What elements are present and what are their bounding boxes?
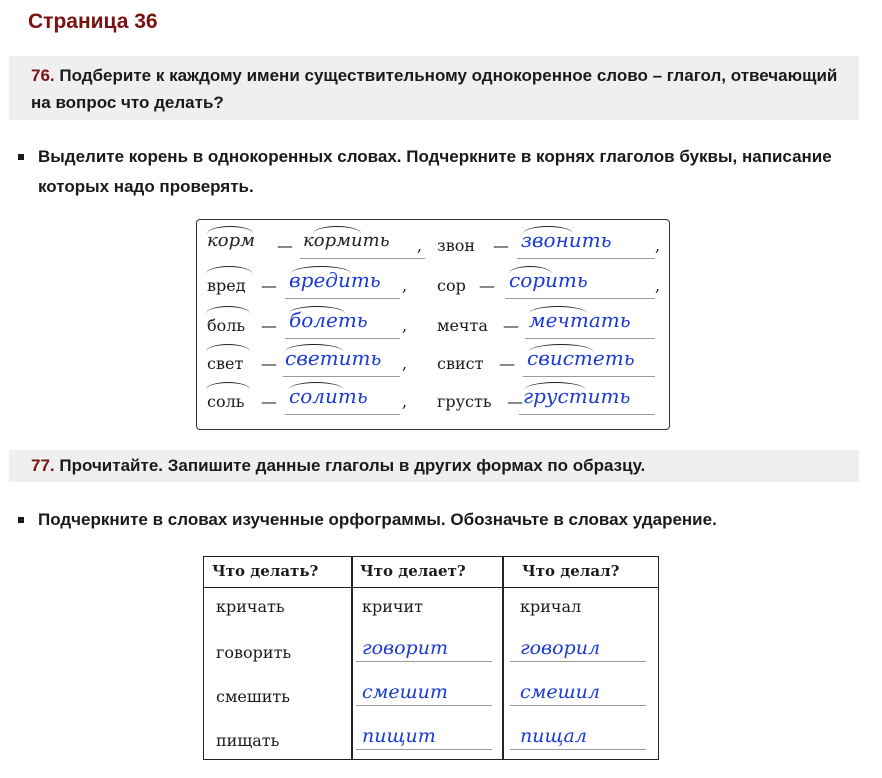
- task-77-text: Прочитайте. Запишите данные глаголы в других формах по образцу.: [59, 456, 646, 475]
- pair-row: [437, 228, 665, 266]
- writing-line: [356, 705, 492, 706]
- table-cell: смешить: [216, 687, 290, 706]
- verb-word: мечтать: [529, 308, 631, 332]
- table-cell: говорит: [362, 637, 448, 659]
- dash: —: [261, 354, 277, 373]
- noun-word: соль: [207, 392, 245, 411]
- writing-line: [519, 414, 655, 415]
- table-cell: говорить: [216, 643, 292, 662]
- pair-row: [205, 346, 430, 384]
- comma: ,: [402, 316, 408, 335]
- pair-row: [205, 268, 430, 306]
- writing-line: [356, 661, 492, 662]
- comma: ,: [402, 354, 408, 373]
- table-cell: пищать: [216, 731, 280, 750]
- dash: —: [503, 316, 519, 335]
- verb-word: звонить: [521, 228, 612, 252]
- table-cell: кричать: [216, 597, 285, 616]
- comma: ,: [402, 276, 408, 295]
- dash: —: [479, 276, 495, 295]
- dash: —: [493, 236, 509, 255]
- writing-line: [510, 749, 646, 750]
- writing-line: [525, 338, 655, 339]
- exercise-76-box: [196, 219, 670, 430]
- task-77-instruction-text: Подчеркните в словах изученные орфограммы. Обозначьте в словах ударение.: [38, 510, 717, 529]
- table-cell: пищит: [362, 725, 436, 747]
- writing-line: [283, 376, 400, 377]
- task-76-header: [9, 56, 859, 120]
- writing-line: [523, 376, 655, 377]
- dash: —: [261, 392, 277, 411]
- column-divider: [502, 557, 504, 759]
- table-cell: смешил: [520, 681, 600, 703]
- writing-line: [356, 749, 492, 750]
- page-title: Страница 36: [28, 10, 158, 33]
- dash: —: [261, 316, 277, 335]
- table-cell: кричал: [520, 597, 582, 616]
- pair-row: [437, 346, 665, 384]
- pair-row: [437, 268, 665, 306]
- dash: —: [507, 392, 523, 411]
- bullet-icon: [18, 154, 24, 160]
- verb-word: солить: [289, 384, 368, 408]
- column-header: Что делает?: [360, 562, 466, 580]
- verb-word: кормить: [303, 230, 390, 251]
- comma: ,: [655, 276, 661, 295]
- writing-line: [505, 298, 655, 299]
- writing-line: [300, 258, 425, 259]
- writing-line: [510, 705, 646, 706]
- table-cell: пищал: [520, 725, 587, 747]
- pair-row: [205, 384, 430, 422]
- verb-word: светить: [285, 346, 382, 370]
- column-header: Что делать?: [212, 562, 319, 580]
- task-77-number: 77.: [31, 456, 55, 475]
- noun-word: мечта: [437, 316, 488, 335]
- task-77-instruction: [18, 505, 848, 535]
- column-header: Что делал?: [522, 562, 620, 580]
- task-76-instruction: [18, 142, 848, 202]
- dash: —: [277, 236, 293, 255]
- task-76-number: 76.: [31, 66, 55, 85]
- pair-row: [205, 228, 430, 266]
- verb-word: сорить: [509, 268, 588, 292]
- writing-line: [285, 338, 400, 339]
- noun-word: грусть: [437, 392, 492, 411]
- task-76-instruction-text: Выделите корень в однокоренных словах. Подчеркните в корнях глаголов буквы, написание которых надо проверять.: [38, 147, 832, 196]
- table-cell: говорил: [520, 637, 601, 659]
- verb-word: грустить: [523, 384, 631, 408]
- writing-line: [285, 298, 400, 299]
- noun-word: боль: [207, 316, 246, 335]
- noun-word: корм: [207, 230, 256, 251]
- comma: ,: [402, 392, 408, 411]
- noun-word: сор: [437, 276, 466, 295]
- column-divider: [351, 557, 353, 759]
- dash: —: [499, 354, 515, 373]
- exercise-77-table: [203, 556, 659, 760]
- comma: ,: [655, 236, 661, 255]
- task-77-header: [9, 450, 859, 482]
- noun-word: свист: [437, 354, 484, 373]
- verb-word: свистеть: [527, 346, 635, 370]
- verb-word: болеть: [289, 308, 368, 332]
- writing-line: [510, 661, 646, 662]
- verb-word: вредить: [289, 268, 381, 292]
- task-76-text: Подберите к каждому имени существительному однокоренное слово – глагол, отвечающий на вопрос что делать?: [31, 66, 838, 112]
- dash: —: [261, 276, 277, 295]
- writing-line: [285, 414, 400, 415]
- table-cell: кричит: [362, 597, 423, 616]
- table-cell: смешит: [362, 681, 448, 703]
- pair-row: [437, 384, 665, 422]
- bullet-icon: [18, 517, 24, 523]
- noun-word: свет: [207, 354, 244, 373]
- noun-word: звон: [437, 236, 476, 255]
- noun-word: вред: [207, 276, 246, 295]
- comma: ,: [417, 236, 423, 255]
- pair-row: [205, 308, 430, 346]
- writing-line: [517, 258, 655, 259]
- pair-row: [437, 308, 665, 346]
